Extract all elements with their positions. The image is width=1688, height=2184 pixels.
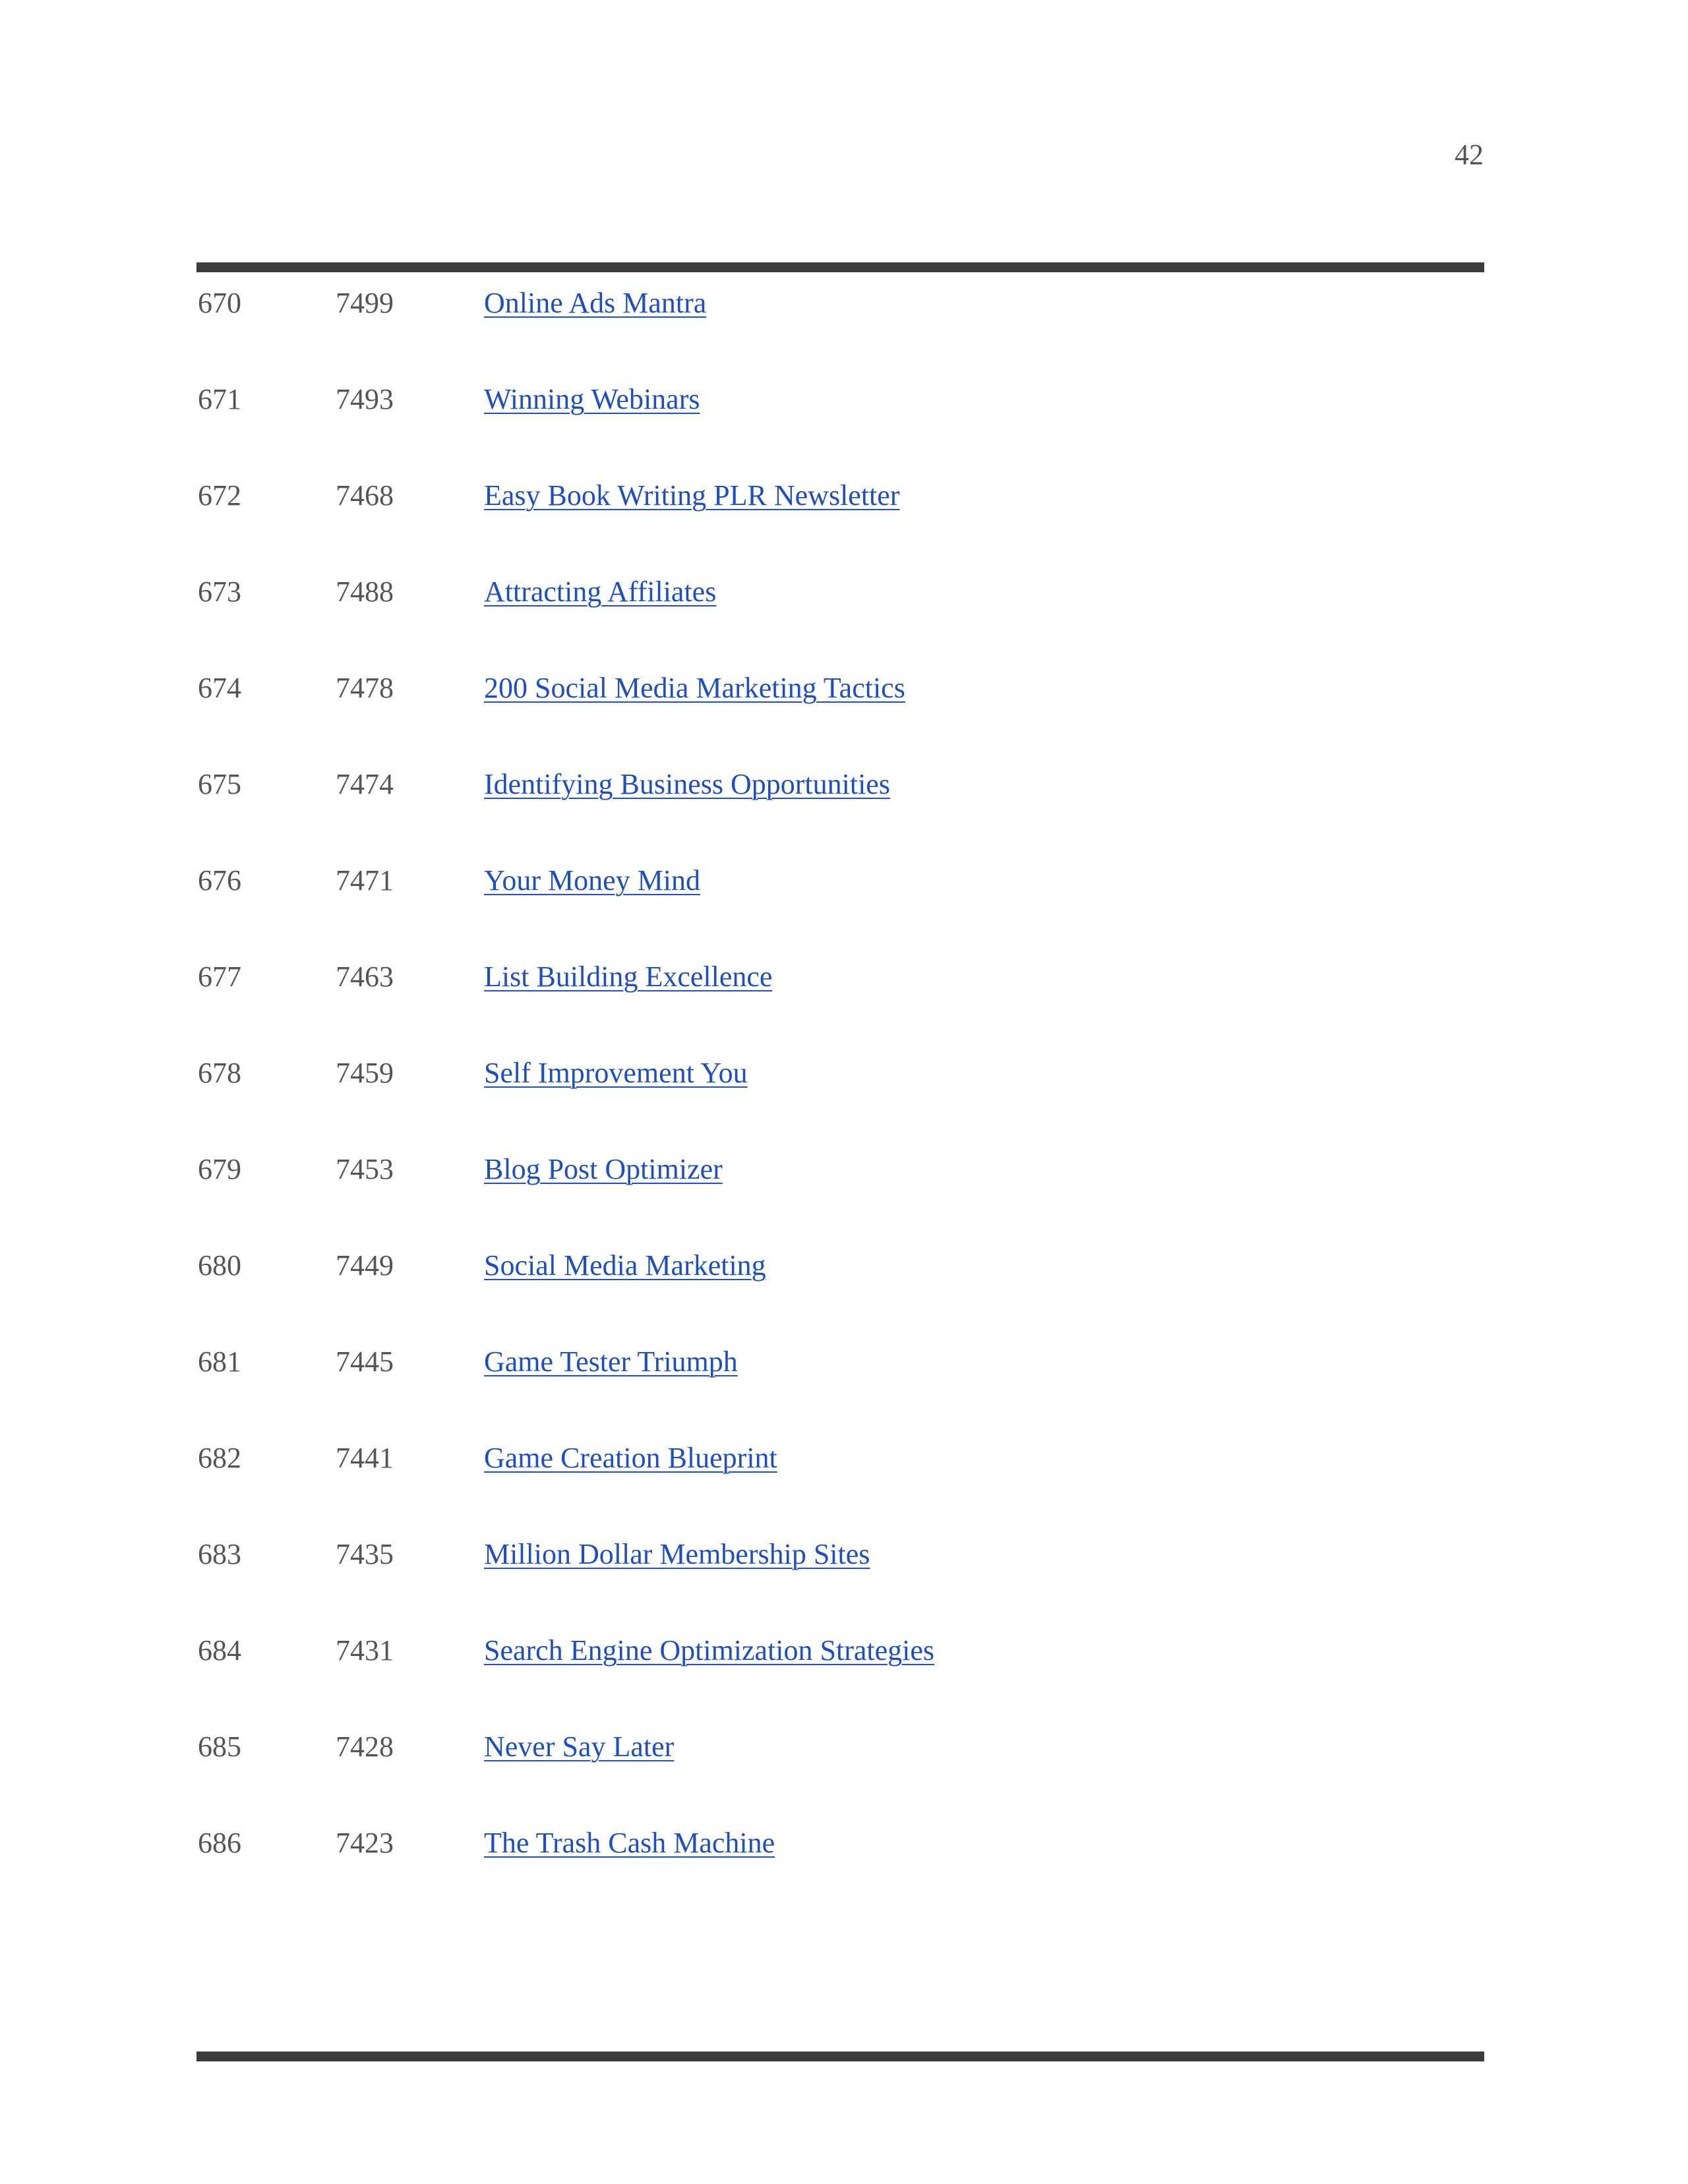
list-item — [196, 1631, 1484, 1727]
item-code: 7499 — [336, 287, 394, 319]
item-code: 7428 — [336, 1730, 394, 1763]
item-code: 7453 — [336, 1153, 394, 1185]
item-code: 7449 — [336, 1249, 394, 1282]
item-number: 684 — [198, 1634, 241, 1667]
item-number: 680 — [198, 1249, 241, 1282]
item-code: 7459 — [336, 1057, 394, 1089]
item-number: 671 — [198, 383, 241, 415]
item-number: 686 — [198, 1827, 241, 1859]
list-item — [196, 380, 1484, 476]
list-item — [196, 1535, 1484, 1631]
item-title-link[interactable]: Online Ads Mantra — [484, 287, 707, 319]
item-code: 7474 — [336, 768, 394, 800]
item-title-link[interactable]: Search Engine Optimization Strategies — [484, 1634, 935, 1667]
item-code: 7423 — [336, 1827, 394, 1859]
item-code: 7468 — [336, 479, 394, 512]
item-number: 677 — [198, 960, 241, 993]
item-code: 7471 — [336, 864, 394, 897]
list-item — [196, 1246, 1484, 1342]
item-title-link[interactable]: Easy Book Writing PLR Newsletter — [484, 479, 900, 512]
item-title-link[interactable]: Your Money Mind — [484, 864, 701, 897]
item-number: 682 — [198, 1442, 241, 1474]
item-title-link[interactable]: Social Media Marketing — [484, 1249, 766, 1282]
list-item — [196, 476, 1484, 572]
list-item — [196, 765, 1484, 861]
item-title-link[interactable]: Attracting Affiliates — [484, 576, 717, 608]
list-item — [196, 957, 1484, 1053]
item-number: 675 — [198, 768, 241, 800]
item-code: 7488 — [336, 576, 394, 608]
item-code: 7493 — [336, 383, 394, 415]
item-title-link[interactable]: Game Tester Triumph — [484, 1345, 738, 1378]
item-title-link[interactable]: 200 Social Media Marketing Tactics — [484, 672, 905, 704]
item-number: 685 — [198, 1730, 241, 1763]
item-title-link[interactable]: Never Say Later — [484, 1730, 675, 1763]
top-rule — [196, 262, 1484, 272]
list-item — [196, 1150, 1484, 1246]
list-item — [196, 668, 1484, 765]
list-item — [196, 861, 1484, 957]
item-number: 679 — [198, 1153, 241, 1185]
list-item — [196, 1823, 1484, 1920]
list-item — [196, 1053, 1484, 1150]
list-item — [196, 1438, 1484, 1535]
list-item — [196, 572, 1484, 668]
item-number: 674 — [198, 672, 241, 704]
bottom-rule — [196, 2051, 1484, 2061]
item-title-link[interactable]: Self Improvement You — [484, 1057, 748, 1089]
item-number: 676 — [198, 864, 241, 897]
list-item — [196, 1727, 1484, 1823]
item-code: 7431 — [336, 1634, 394, 1667]
item-code: 7435 — [336, 1538, 394, 1570]
item-code: 7445 — [336, 1345, 394, 1378]
item-title-link[interactable]: Million Dollar Membership Sites — [484, 1538, 870, 1570]
item-title-link[interactable]: The Trash Cash Machine — [484, 1827, 775, 1859]
item-code: 7478 — [336, 672, 394, 704]
item-code: 7463 — [336, 960, 394, 993]
item-title-link[interactable]: Blog Post Optimizer — [484, 1153, 723, 1185]
item-number: 673 — [198, 576, 241, 608]
list-item — [196, 1342, 1484, 1438]
page-number: 42 — [1455, 138, 1484, 171]
item-title-link[interactable]: List Building Excellence — [484, 960, 773, 993]
item-number: 681 — [198, 1345, 241, 1378]
item-title-link[interactable]: Game Creation Blueprint — [484, 1442, 777, 1474]
item-title-link[interactable]: Identifying Business Opportunities — [484, 768, 890, 800]
product-list — [196, 283, 1484, 1920]
item-number: 678 — [198, 1057, 241, 1089]
item-number: 683 — [198, 1538, 241, 1570]
item-code: 7441 — [336, 1442, 394, 1474]
item-number: 672 — [198, 479, 241, 512]
list-item — [196, 283, 1484, 380]
item-number: 670 — [198, 287, 241, 319]
item-title-link[interactable]: Winning Webinars — [484, 383, 700, 415]
